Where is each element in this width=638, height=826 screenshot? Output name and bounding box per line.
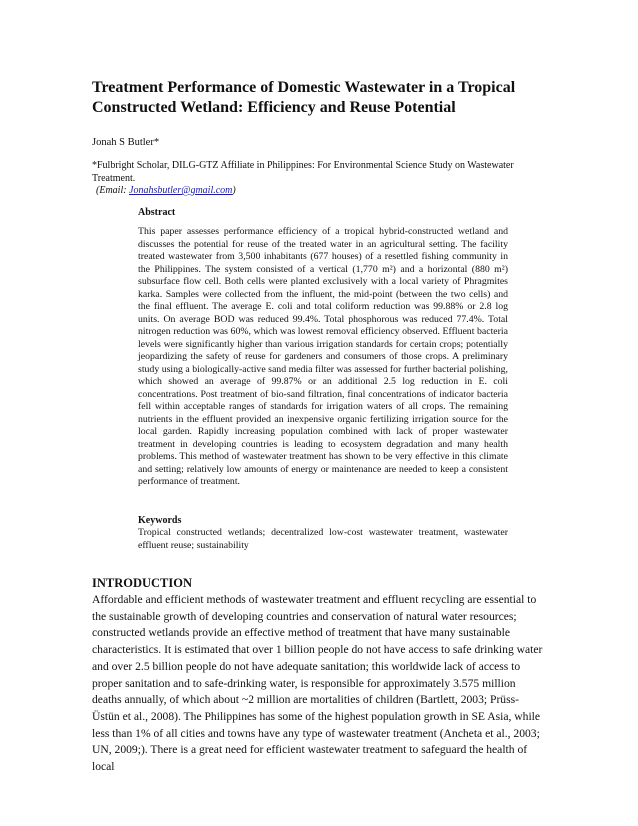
keywords-heading: Keywords <box>138 515 182 526</box>
abstract-text: This paper assesses performance efficiency of a tropical hybrid-constructed wetland and discusses the potential for reuse of the treated water in an agricultural setting. The facility treated wastewater from 3,500 inhabitants (677 houses) of a resettled fishing community in the Philippines. The system consisted of a vertical (1,770 m²) and a horizontal (880 m²) subsurface flow cell. Both cells were planted exclusively with a local variety of Phragmites karka. Samples were collected from the influent, the mid-point (between the two cells) and the final effluent. The average E. coli and total coliform reduction was 99.88% or 2.8 log units. On average BOD was reduced 99.4%. Total phosphorous was reduced 77.4%. Total nitrogen reduction was 60%, which was lowest removal efficiency observed. Effluent bacteria levels were significantly higher than various irrigation standards for certain crops; potentially jeopardizing the safety of reuse for gardeners and consumers of those crops. A preliminary study using a biologically-active sand media filter was assessed for further bacterial polishing, which showed an average of 99.87% or an additional 2.5 log reduction in E. coli concentrations. Post treatment of bio-sand filtration, final concentrations of indicator bacteria fell within acceptable ranges of standards for irrigation waters of all crops. The remaining nutrients in the effluent provided an inexpensive organic fertilizing irrigation source for the local garden. Rapidly increasing population combined with lack of proper wastewater treatment in developing countries is leading to ecosystem degradation and many health problems. This method of wastewater treatment has shown to be very effective in this climate and setting; relatively low amounts of energy or maintenance are needed to keep a consistent performance of treatment. <box>138 226 508 487</box>
abstract-section <box>138 206 508 489</box>
email-link[interactable]: Jonahsbutler@gmail.com <box>129 185 233 196</box>
author-email-line <box>96 184 236 197</box>
abstract-heading: Abstract <box>138 207 176 218</box>
paper-title: Treatment Performance of Domestic Wastewater in a Tropical Constructed Wetland: Efficiency and Reuse Potential <box>92 79 516 116</box>
introduction-heading: INTRODUCTION <box>92 576 193 590</box>
author-name: Jonah S Butler* <box>92 137 160 148</box>
keywords-section <box>138 514 508 552</box>
keywords-text: Tropical constructed wetlands; decentralized low-cost wastewater treatment, wastewater effluent reuse; sustainability <box>138 527 508 551</box>
email-prefix: (Email: <box>96 185 130 196</box>
email-suffix: ) <box>232 185 236 196</box>
introduction-text: Affordable and efficient methods of wastewater treatment and effluent recycling are essential to the sustainable growth of developing countries and conservation of natural water resources; constructed wetlands provide an effective method of treatment that have many sustainable characteristics. It is estimated that over 1 billion people do not have access to safe drinking water and over 2.5 billion people do not have adequate sanitation; this worldwide lack of access to proper sanitation and to safe-drinking water, is responsible for approximately 3.575 million deaths annually, of which about ~2 million are mortalities of children (Bartlett, 2003; Prüss-Üstün et al., 2008). The Philippines has some of the highest population growth in SE Asia, while less than 1% of all cities and towns have any type of wastewater treatment (Ancheta et al., 2003; UN, 2009;). There is a great need for efficient wastewater treatment to safeguard the health of local <box>92 593 543 774</box>
author-affiliation: *Fulbright Scholar, DILG-GTZ Affiliate in Philippines: For Environmental Science Study on Wastewater Treatment. <box>92 160 514 184</box>
